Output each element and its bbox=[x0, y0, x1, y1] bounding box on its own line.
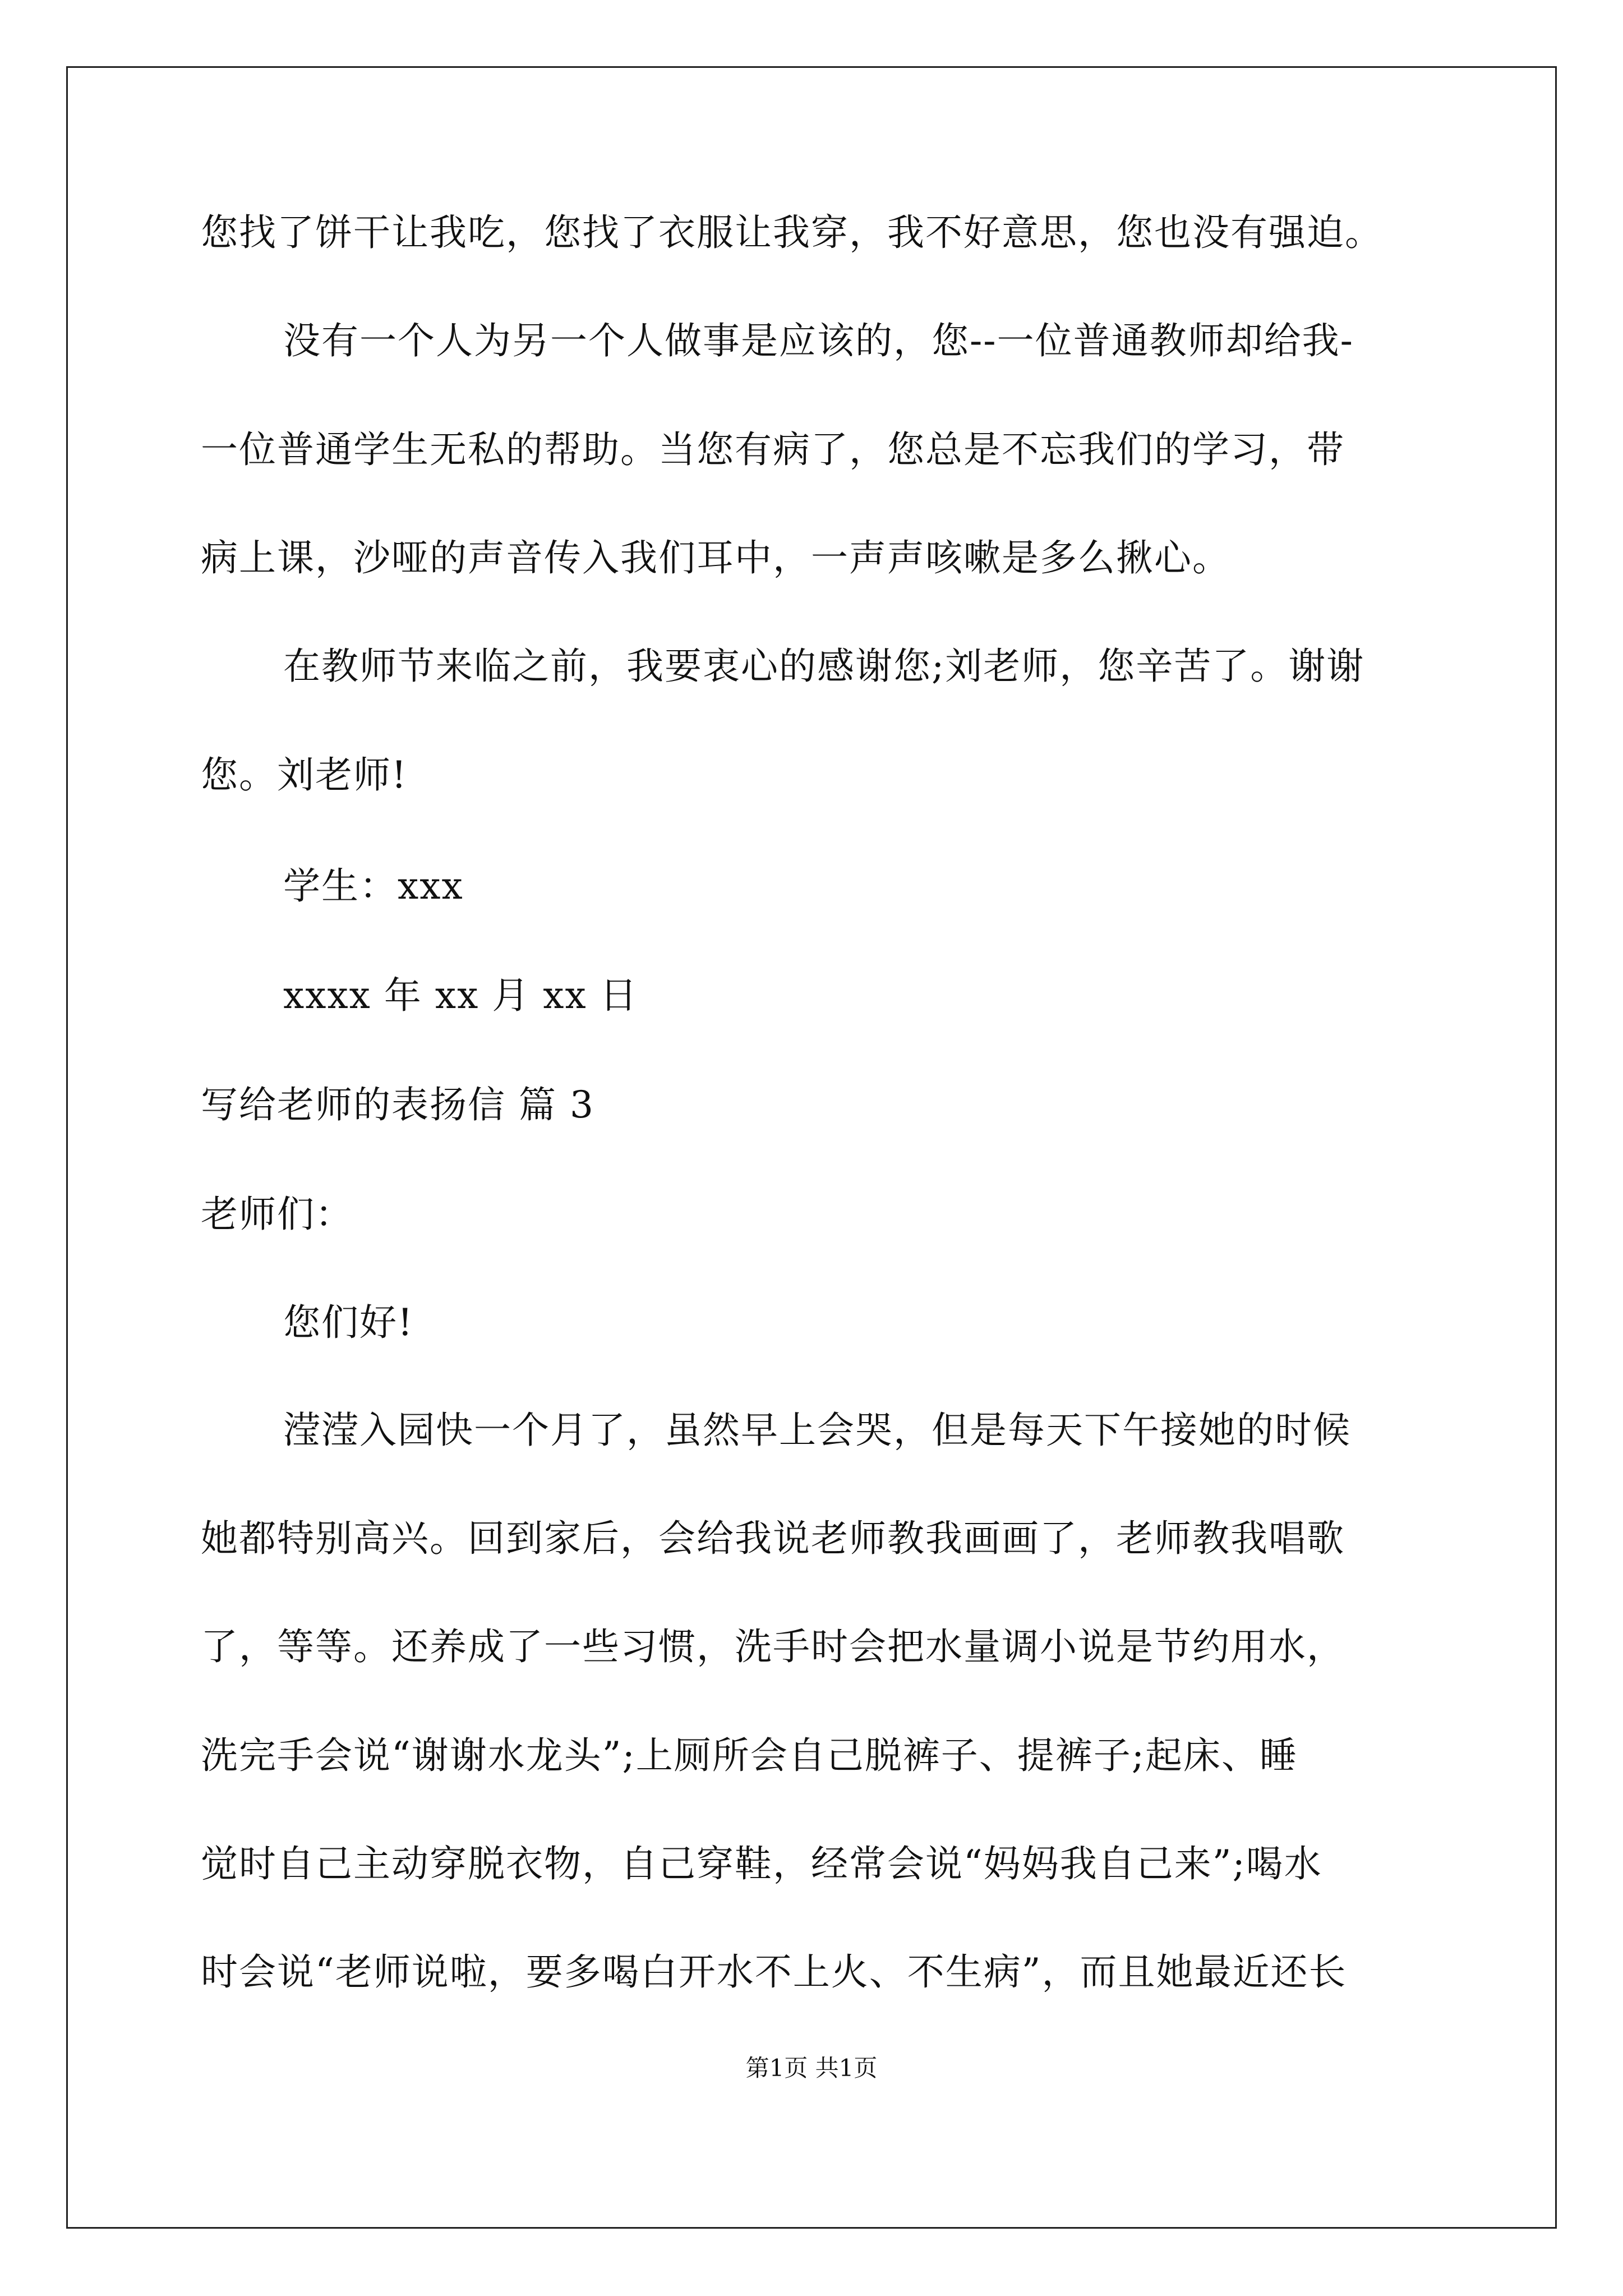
body-line-9: 了，等等。还养成了一些习惯，洗手时会把水量调小说是节约用水， bbox=[201, 1625, 1345, 1668]
body-line-10: 洗完手会说“谢谢水龙头”;上厕所会自己脱裤子、提裤子;起床、睡 bbox=[201, 1734, 1298, 1777]
body-line-12: 时会说“老师说啦，要多喝白开水不上火、不生病”，而且她最近还长 bbox=[201, 1950, 1347, 1994]
body-line-4: 病上课，沙哑的声音传入我们耳中，一声声咳嗽是多么揪心。 bbox=[201, 536, 1230, 579]
body-line-3: 一位普通学生无私的帮助。当您有病了，您总是不忘我们的学习，带 bbox=[201, 428, 1345, 471]
salutation: 老师们： bbox=[201, 1193, 353, 1236]
page-footer: 第1页 共1页 bbox=[745, 2054, 878, 2082]
body-line-7: 滢滢入园快一个月了，虽然早上会哭，但是每天下午接她的时候 bbox=[283, 1409, 1351, 1452]
greeting: 您们好! bbox=[283, 1301, 414, 1344]
body-line-8: 她都特别高兴。回到家后，会给我说老师教我画画了，老师教我唱歌 bbox=[201, 1517, 1345, 1560]
body-line-6: 您。刘老师! bbox=[201, 753, 408, 797]
signature-date: xxxx 年 xx 月 xx 日 bbox=[283, 974, 638, 1017]
section-heading: 写给老师的表扬信 篇 3 bbox=[201, 1083, 594, 1126]
body-line-2: 没有一个人为另一个人做事是应该的，您--一位普通教师却给我- bbox=[283, 319, 1354, 362]
body-line-1: 您找了饼干让我吃，您找了衣服让我穿，我不好意思，您也没有强迫。 bbox=[201, 211, 1383, 254]
signature-student: 学生：xxx bbox=[283, 864, 464, 908]
body-line-11: 觉时自己主动穿脱衣物，自己穿鞋，经常会说“妈妈我自己来”;喝水 bbox=[201, 1842, 1322, 1885]
page-border bbox=[66, 66, 1557, 2229]
body-line-5: 在教师节来临之前，我要衷心的感谢您;刘老师，您辛苦了。谢谢 bbox=[283, 645, 1365, 688]
